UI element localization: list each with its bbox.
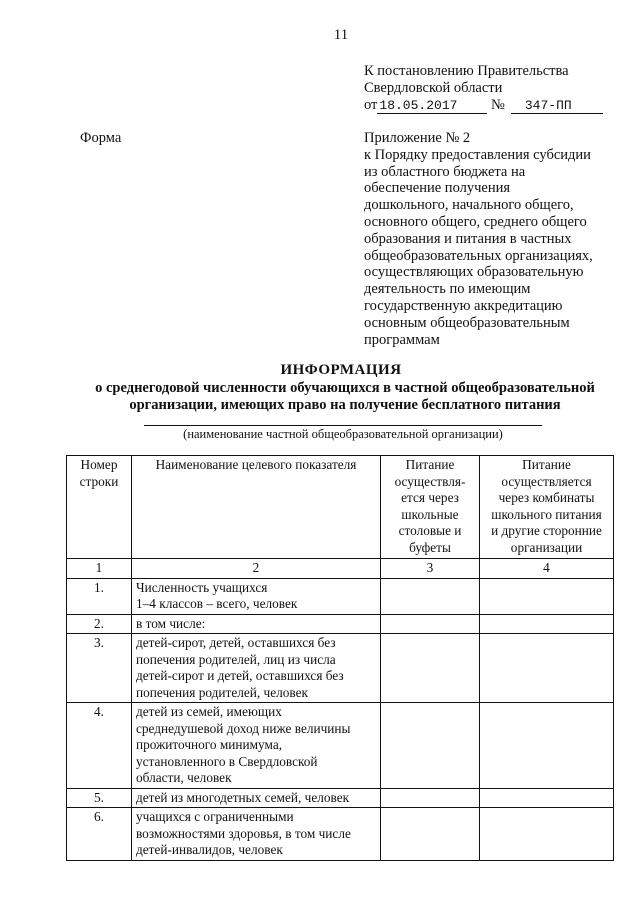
document-subtitle	[60, 380, 630, 414]
row-number: 1.	[67, 578, 132, 614]
appendix-block	[364, 130, 626, 348]
row-indicator	[132, 614, 381, 634]
header-text: ется через	[401, 490, 459, 505]
row-indicator	[132, 788, 381, 808]
indicator-line: установленного в Свердловской	[136, 753, 318, 769]
appendix-line: основного общего, среднего общего	[364, 213, 587, 230]
indicator-line: среднедушевой доход ниже величины	[136, 720, 351, 736]
cell-catering-plants[interactable]	[480, 808, 614, 861]
appendix-line: обеспечение получения	[364, 180, 511, 197]
indicator-line: детей из семей, имеющих	[136, 704, 282, 719]
organization-name-caption: (наименование частной общеобразовательной организации)	[183, 427, 503, 441]
appendix-line: дошкольного, начального общего,	[364, 197, 574, 214]
cell-catering-plants[interactable]	[480, 788, 614, 808]
subtitle-line: о среднегодовой численности обучающихся в частной общеобразовательной	[95, 380, 595, 396]
subtitle-line: организации, имеющих право на получение бесплатного питания	[129, 397, 561, 413]
header-text: Номер	[80, 457, 118, 472]
appendix-line: общеобразовательных организациях,	[364, 247, 593, 264]
document-title: ИНФОРМАЦИЯ	[280, 362, 402, 378]
cell-catering-plants[interactable]	[480, 614, 614, 634]
decree-reference	[364, 63, 624, 114]
table-row	[67, 703, 614, 789]
column-number: 2	[132, 559, 381, 579]
row-indicator	[132, 808, 381, 861]
row-indicator	[132, 703, 381, 789]
info-table	[66, 455, 614, 861]
header-text: организации	[510, 539, 583, 555]
cell-catering-plants[interactable]	[480, 634, 614, 703]
cell-school-canteens[interactable]	[381, 703, 480, 789]
header-text: школьного питания	[491, 506, 602, 522]
indicator-line: детей-сирот, детей, оставшихся без	[136, 635, 336, 650]
header-school-canteens	[381, 456, 480, 559]
indicator-line: Численность учащихся	[136, 579, 268, 595]
cell-school-canteens[interactable]	[381, 808, 480, 861]
column-number-row	[67, 559, 614, 579]
row-number: 4.	[67, 703, 132, 789]
number-sign: №	[491, 97, 505, 113]
cell-catering-plants[interactable]	[480, 703, 614, 789]
organization-name-line	[144, 425, 542, 426]
column-number: 1	[67, 559, 132, 579]
indicator-line: области, человек	[136, 770, 232, 785]
cell-catering-plants[interactable]	[480, 578, 614, 614]
table-row	[67, 808, 614, 861]
decree-date-line	[364, 97, 624, 114]
appendix-line: осуществляющих образовательную	[364, 264, 584, 281]
indicator-line: 1–4 классов – всего, человек	[136, 596, 298, 611]
date-prefix: от	[364, 97, 378, 113]
row-indicator	[132, 634, 381, 703]
cell-school-canteens[interactable]	[381, 614, 480, 634]
appendix-line: деятельность по имеющим	[364, 281, 531, 298]
header-row-number	[67, 456, 132, 559]
indicator-line: детей из многодетных семей, человек	[136, 789, 350, 805]
row-number: 6.	[67, 808, 132, 861]
table-row	[67, 634, 614, 703]
table-row	[67, 788, 614, 808]
column-number: 4	[480, 559, 614, 579]
header-text: через комбинаты	[498, 490, 595, 505]
indicator-line: детей-сирот и детей, оставшихся без	[136, 668, 344, 683]
cell-school-canteens[interactable]	[381, 788, 480, 808]
row-indicator	[132, 578, 381, 614]
cell-school-canteens[interactable]	[381, 634, 480, 703]
form-label: Форма	[80, 130, 122, 146]
decree-line-1: К постановлению Правительства	[364, 63, 569, 79]
cell-school-canteens[interactable]	[381, 578, 480, 614]
page-number: 11	[333, 27, 349, 43]
indicator-line: попечения родителей, человек	[136, 684, 308, 700]
indicator-line: детей-инвалидов, человек	[136, 842, 283, 857]
column-number: 3	[381, 559, 480, 579]
header-text: осуществляется	[501, 473, 592, 489]
appendix-line: основным общеобразовательным	[364, 314, 570, 331]
decree-line-2: Свердловской области	[364, 80, 503, 96]
appendix-line: программам	[364, 331, 440, 348]
row-number: 3.	[67, 634, 132, 703]
indicator-line: прожиточного минимума,	[136, 737, 283, 752]
indicator-line: в том числе:	[136, 615, 206, 631]
header-text: и другие сторонние	[491, 523, 602, 538]
decree-date: 18.05.2017	[377, 99, 487, 114]
table-row	[67, 578, 614, 614]
table-header-row	[67, 456, 614, 559]
header-text: школьные	[401, 506, 459, 522]
header-text: строки	[79, 473, 119, 489]
indicator-line: возможностями здоровья, в том числе	[136, 825, 351, 841]
header-text: буфеты	[409, 539, 451, 555]
header-text: Питание	[522, 457, 571, 472]
header-text: столовые и	[398, 523, 462, 538]
appendix-line: Приложение № 2	[364, 130, 471, 146]
appendix-line: образования и питания в частных	[364, 230, 572, 247]
header-text: Наименование целевого показателя	[155, 457, 357, 472]
row-number: 5.	[67, 788, 132, 808]
header-catering-plants	[480, 456, 614, 559]
header-indicator-name	[132, 456, 381, 559]
header-text: осуществля-	[394, 473, 466, 489]
row-number: 2.	[67, 614, 132, 634]
appendix-line: из областного бюджета на	[364, 163, 526, 180]
header-text: Питание	[405, 457, 455, 472]
indicator-line: попечения родителей, лиц из числа	[136, 651, 336, 667]
decree-number: 347-ПП	[511, 99, 603, 114]
appendix-line: государственную аккредитацию	[364, 297, 563, 314]
appendix-line: к Порядку предоставления субсидии	[364, 146, 591, 163]
indicator-line: учащихся с ограниченными	[136, 809, 294, 824]
table-row	[67, 614, 614, 634]
